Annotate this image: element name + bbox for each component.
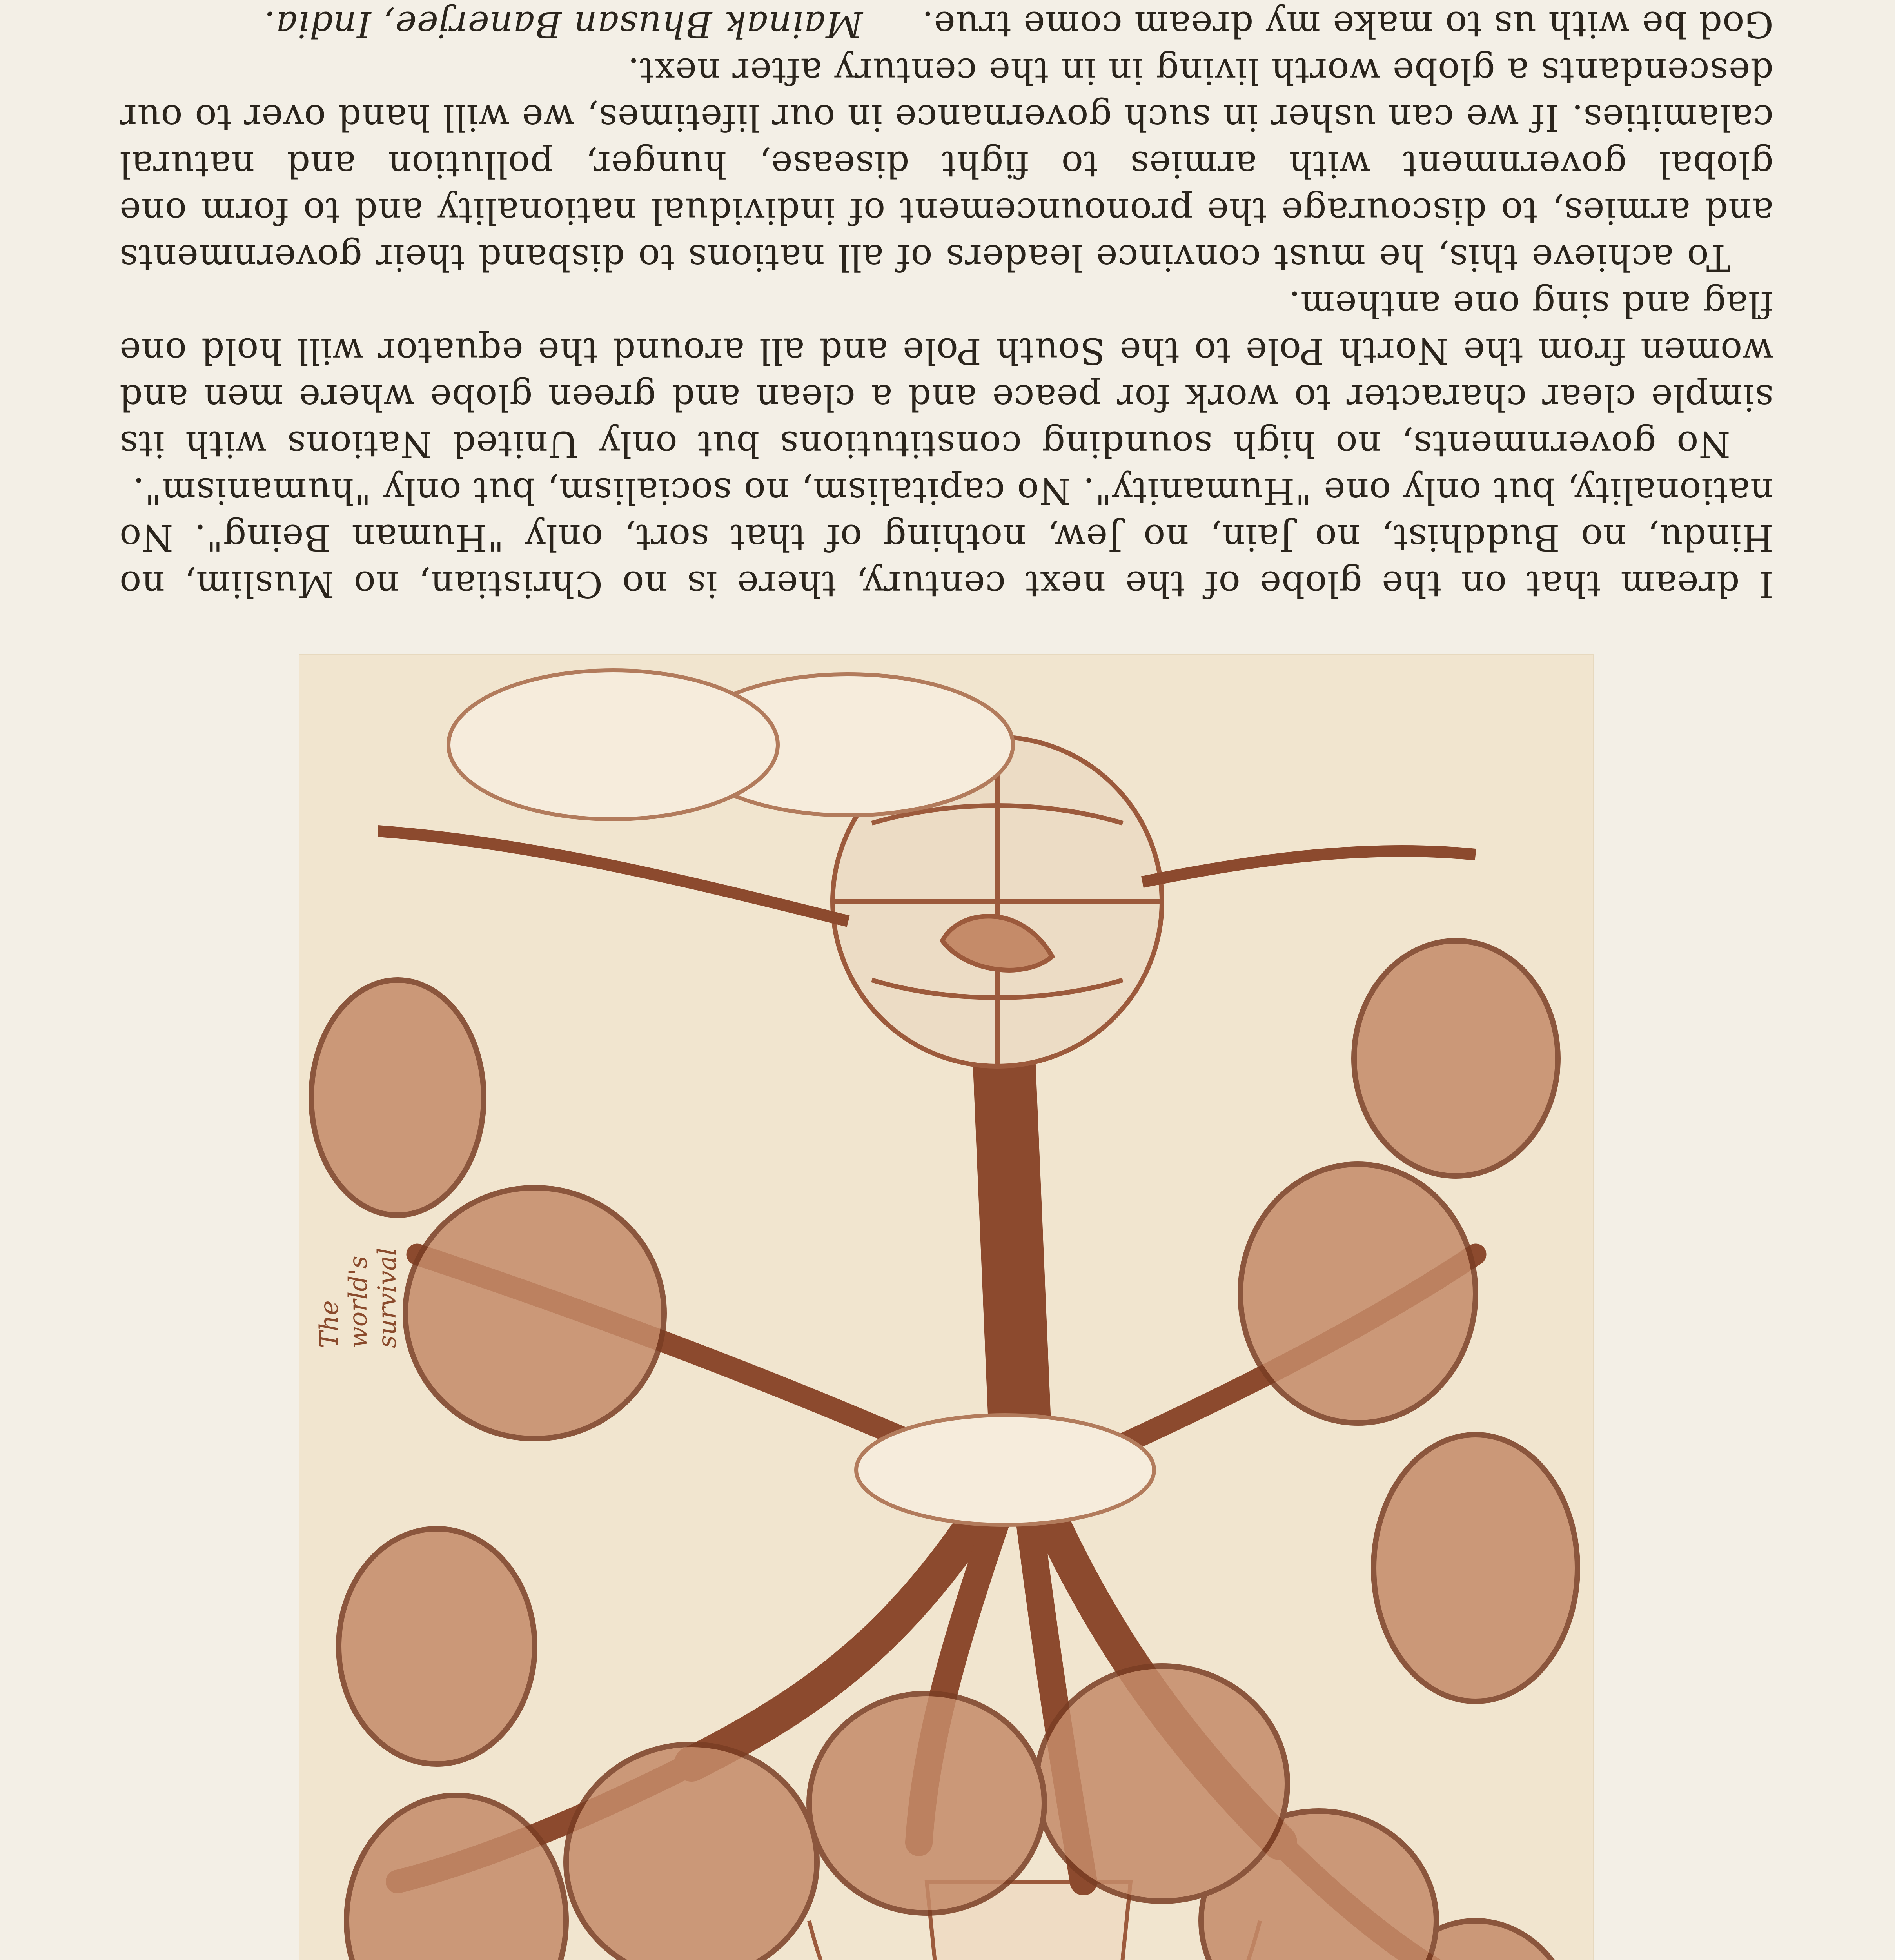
tree-illustration: [299, 655, 1593, 1960]
paragraph: To achieve this, he must convince leaders of all nations to disband their governments and armies, to discourage the pronouncement of individual nationality and to form one global government with armies to fight disease, hunger, pollution and natural calamities. If we can usher in such governance in our lifetimes, we will hand over to our descendants a globe worth living in in the century after next.: [119, 50, 1773, 279]
paragraph: I dream that on the globe of the next century, there is no Christian, no Muslim, no Hindu, no Buddhist, no Jain, no Jew, nothing of that sort, only "Human Being". No nationality, but only one "Humanity". No capitalism, no socialism, but only "humanism".: [119, 470, 1773, 605]
paragraph: No governments, no high sounding constitutions but only United Nations with its simple clear character to work for peace and a clean and green globe where men and women from the North Pole to the South Pole and all around the equator will hold one flag and sing one anthem.: [119, 283, 1773, 465]
sepia-drawing: [299, 655, 1593, 1960]
artwork-caption: The world's survival: [315, 1247, 402, 1348]
signature: Mainak Bhusan Banerjee, India.: [263, 4, 863, 45]
closing-line: [119, 1, 1773, 48]
closing-text: God be with us to make my dream come true.: [922, 4, 1773, 45]
body-text: [119, 1, 1773, 608]
